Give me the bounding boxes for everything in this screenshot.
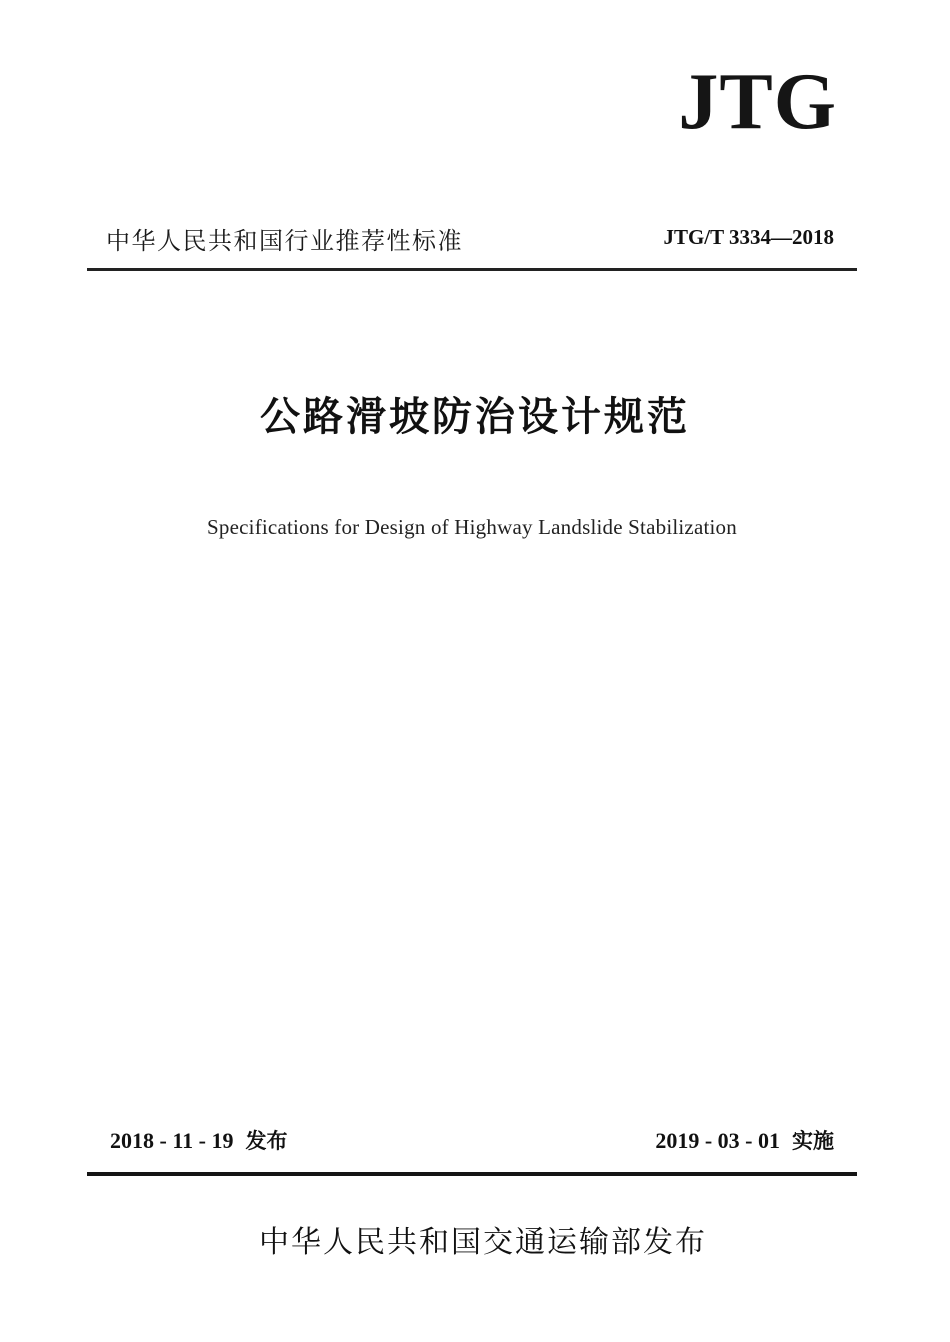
- effective-date: 2019 - 03 - 01: [655, 1128, 780, 1153]
- issue-date: 2018 - 11 - 19: [110, 1128, 234, 1153]
- issuing-authority: 中华人民共和国交通运输部发布: [259, 1225, 707, 1260]
- effective-date-block: [655, 1125, 834, 1155]
- top-divider: [87, 268, 857, 271]
- document-title-english: Specifications for Design of Highway Landslide Stabilization: [207, 515, 737, 539]
- standard-category: 中华人民共和国行业推荐性标准: [106, 227, 463, 255]
- jtg-logo: JTG: [678, 58, 837, 146]
- issue-date-block: [110, 1125, 287, 1155]
- standard-code: JTG/T 3334—2018: [663, 225, 834, 249]
- effective-label: 实施: [792, 1129, 834, 1153]
- document-title-chinese: 公路滑坡防治设计规范: [260, 394, 690, 440]
- bottom-divider: [87, 1172, 857, 1176]
- issue-label: 发布: [245, 1129, 288, 1153]
